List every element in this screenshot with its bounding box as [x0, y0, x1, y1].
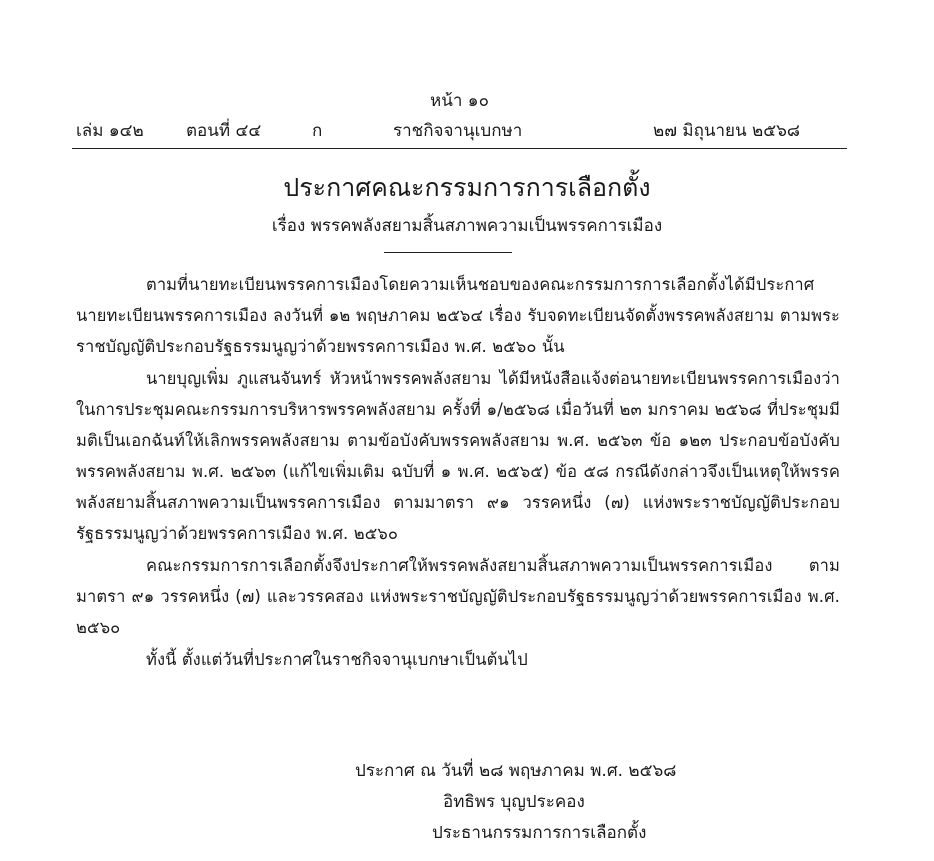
header-divider — [72, 148, 847, 149]
section-label: ก — [312, 121, 323, 141]
issue-label: ตอนที่ ๔๔ — [186, 121, 262, 141]
document-title: ประกาศคณะกรรมการการเลือกตั้ง — [283, 173, 651, 202]
publication-name: ราชกิจจานุเบกษา — [393, 121, 523, 141]
publication-date: ๒๗ มิถุนายน ๒๕๖๘ — [653, 121, 801, 141]
signatory-title: ประธานกรรมการการเลือกตั้ง — [432, 823, 647, 843]
body-paragraph: นายบุญเพิ่ม ภูแสนจันทร์ หัวหน้าพรรคพลังสยาม ได้มีหนังสือแจ้งต่อนายทะเบียนพรรคการเมืองว่า ในการประชุมคณะกรรมการบริหารพรรคพลังสยาม ครั้งที่ ๑/๒๕๖๘ เมื่อวันที่ ๒๓ มกราคม ๒๕๖๘ ที่ประชุมมีมติเป็นเอกฉันท์ให้เลิกพรรคพลังสยาม ตามข้อบังคับพรรคพลังสยาม พ.ศ. ๒๕๖๓ ข้อ ๑๒๓ ประกอบข้อบังคับพรรคพลังสยาม พ.ศ. ๒๕๖๓ (แก้ไขเพิ่มเติม ฉบับที่ ๑ พ.ศ. ๒๕๖๕) ข้อ ๕๘ กรณีดังกล่าวจึงเป็นเหตุให้พรรคพลังสยามสิ้นสภาพความเป็นพรรคการเมือง ตามมาตรา ๙๑ วรรคหนึ่ง (๗) แห่งพระราชบัญญัติประกอบรัฐธรรมนูญว่าด้วยพรรคการเมือง พ.ศ. ๒๕๖๐ — [76, 369, 840, 543]
announcement-date: ประกาศ ณ วันที่ ๒๘ พฤษภาคม พ.ศ. ๒๕๖๘ — [355, 761, 677, 781]
document-body — [76, 269, 840, 676]
body-paragraph: คณะกรรมการการเลือกตั้งจึงประกาศให้พรรคพลังสยามสิ้นสภาพความเป็นพรรคการเมือง ตามมาตรา ๙๑ วรรคหนึ่ง (๗) และวรรคสอง แห่งพระราชบัญญัติประกอบรัฐธรรมนูญว่าด้วยพรรคการเมือง พ.ศ. ๒๕๖๐ — [76, 556, 840, 637]
signatory-name: อิทธิพร บุญประคอง — [443, 792, 585, 812]
document-subject: เรื่อง พรรคพลังสยามสิ้นสภาพความเป็นพรรคการเมือง — [271, 216, 663, 236]
body-paragraph: ตามที่นายทะเบียนพรรคการเมืองโดยความเห็นชอบของคณะกรรมการการเลือกตั้งได้มีประกาศนายทะเบียนพรรคการเมือง ลงวันที่ ๑๒ พฤษภาคม ๒๕๖๔ เรื่อง รับจดทะเบียนจัดตั้งพรรคพลังสยาม ตามพระราชบัญญัติประกอบรัฐธรรมนูญว่าด้วยพรรคการเมือง พ.ศ. ๒๕๖๐ นั้น — [76, 275, 840, 356]
title-divider — [384, 252, 512, 253]
page-number: หน้า ๑๐ — [430, 91, 489, 111]
body-paragraph: ทั้งนี้ ตั้งแต่วันที่ประกาศในราชกิจจานุเบกษาเป็นต้นไป — [146, 650, 528, 669]
volume-label: เล่ม ๑๔๒ — [76, 121, 144, 141]
